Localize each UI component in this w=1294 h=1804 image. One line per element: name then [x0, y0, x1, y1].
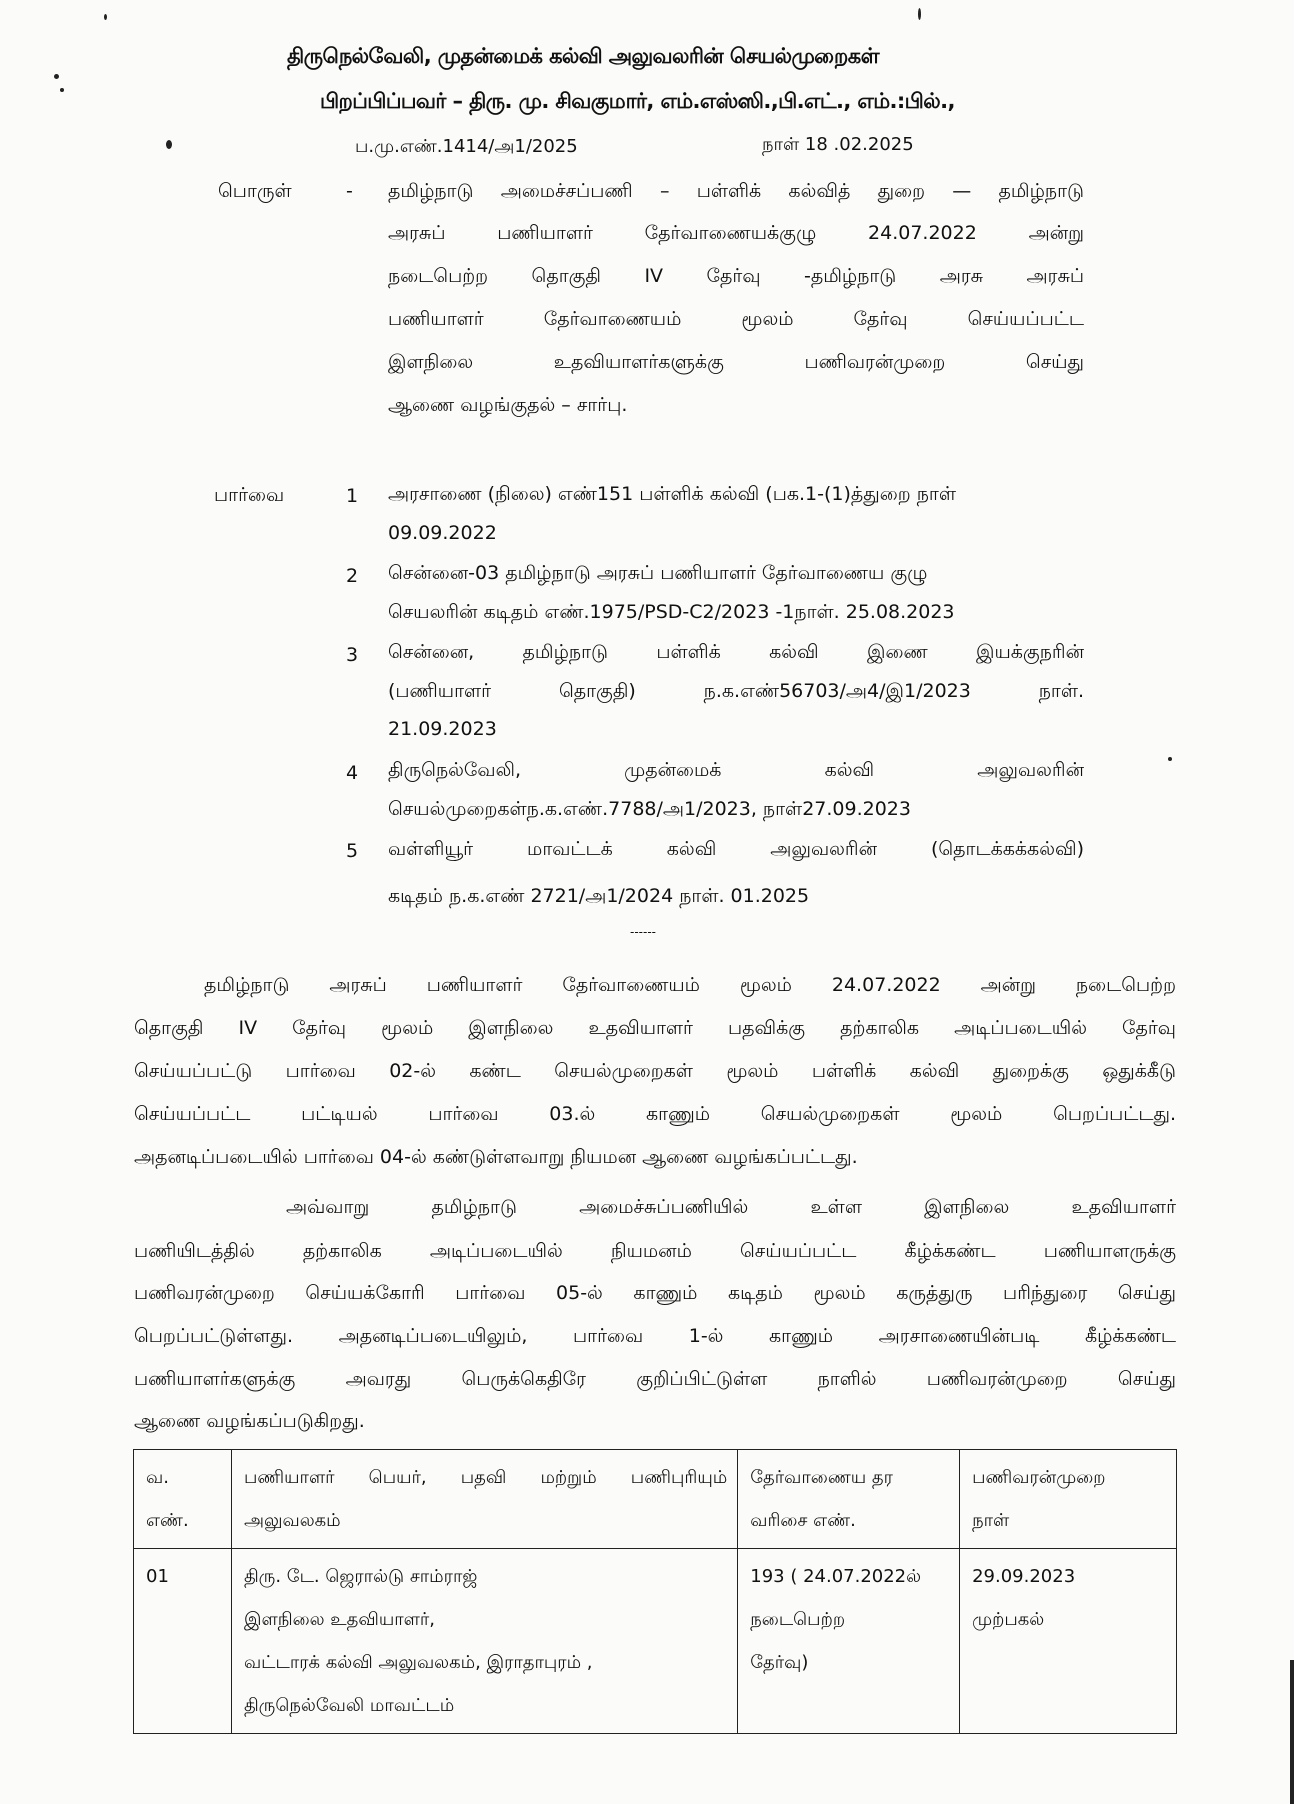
reference-3-line: (பணியாளர் தொகுதி) ந.க.எண்56703/அ4/இ1/2023 நாள்.	[388, 680, 1084, 702]
paragraph-2-line: பணியாளர்களுக்கு அவரது பெருக்கெதிரே குறிப்பிட்டுள்ள நாளில் பணிவரன்முறை செய்து	[134, 1368, 1176, 1390]
rank-text: நடைபெற்ற	[750, 1609, 846, 1630]
rank-text: தேர்வு)	[750, 1652, 809, 1673]
employee-name: திரு. டே. ஜெரால்டு சாம்ராஜ்	[243, 1566, 478, 1587]
scan-speck	[104, 14, 107, 20]
cell-serial	[134, 1549, 232, 1734]
serial-number: 01	[146, 1566, 169, 1587]
scan-speck	[918, 8, 921, 20]
subject-line: அரசுப் பணியாளர் தேர்வாணையக்குழு 24.07.2022 அன்று	[388, 222, 1084, 244]
paragraph-1-line: தொகுதி IV தேர்வு மூலம் இளநிலை உதவியாளர் பதவிக்கு தற்காலிக அடிப்படையில் தேர்வு	[134, 1017, 1176, 1039]
subject-line-last: ஆணை வழங்குதல் – சார்பு.	[388, 394, 628, 416]
header-text: பணியாளர் பெயர், பதவி மற்றும் பணிபுரியும்	[243, 1467, 728, 1488]
regularization-session: முற்பகல்	[972, 1609, 1045, 1630]
header-text: பணிவரன்முறை	[972, 1467, 1106, 1488]
subject-line: தமிழ்நாடு அமைச்சப்பணி – பள்ளிக் கல்வித் துறை — தமிழ்நாடு	[388, 180, 1084, 202]
cell-employee-details	[231, 1549, 737, 1734]
header-text: வரிசை எண்.	[750, 1510, 856, 1531]
subject-line: நடைபெற்ற தொகுதி IV தேர்வு -தமிழ்நாடு அரசு அரசுப்	[388, 265, 1084, 287]
reference-3-line: சென்னை, தமிழ்நாடு பள்ளிக் கல்வி இணை இயக்குநரின்	[388, 641, 1084, 663]
reference-2-line: செயலரின் கடிதம் எண்.1975/PSD-C2/2023 -1நாள். 25.08.2023	[388, 601, 955, 623]
subject-line: பணியாளர் தேர்வாணையம் மூலம் தேர்வு செய்யப்பட்ட	[388, 308, 1084, 330]
paragraph-2-line: பெறப்பட்டுள்ளது. அதனடிப்படையிலும், பார்வை 1-ல் காணும் அரசாணையின்படி கீழ்க்கண்ட	[134, 1325, 1176, 1347]
rank-text: 193 ( 24.07.2022ல்	[750, 1566, 922, 1587]
reference-5-line: கடிதம் ந.க.எண் 2721/அ1/2024 நாள். 01.2025	[388, 885, 810, 907]
header-employee-details	[231, 1450, 737, 1549]
paragraph-2-line: அவ்வாறு தமிழ்நாடு அமைச்சுப்பணியில் உள்ள இளநிலை உதவியாளர்	[286, 1196, 1176, 1218]
reference-4-line: செயல்முறைகள்ந.க.எண்.7788/அ1/2023, நாள்27.09.2023	[388, 798, 911, 820]
paragraph-1-line: செய்யப்பட்ட பட்டியல் பார்வை 03.ல் காணும் செயல்முறைகள் மூலம் பெறப்பட்டது.	[134, 1103, 1176, 1125]
subject-separator: -	[346, 180, 353, 202]
scan-speck	[166, 140, 172, 149]
subject-label: பொருள்	[218, 180, 292, 202]
reference-1-line: 09.09.2022	[388, 522, 497, 544]
employee-office: வட்டாரக் கல்வி அலுவலகம், இராதாபுரம் ,	[243, 1652, 593, 1673]
presenter-line: பிறப்பிப்பவர் – திரு. மு. சிவகுமார், எம்.எஸ்ஸி.,பி.எட்., எம்.:பில்.,	[320, 89, 955, 113]
reference-number: ப.மு.எண்.1414/அ1/2025	[355, 136, 578, 157]
regularization-date: 29.09.2023	[972, 1566, 1076, 1587]
section-divider: ------	[630, 925, 656, 939]
header-rank	[738, 1450, 960, 1549]
reference-number-4: 4	[346, 762, 359, 784]
reference-number-1: 1	[346, 485, 359, 507]
employee-district: திருநெல்வேலி மாவட்டம்	[243, 1695, 455, 1716]
reference-4-line: திருநெல்வேலி, முதன்மைக் கல்வி அலுவலரின்	[388, 759, 1084, 781]
regularization-table	[133, 1449, 1177, 1734]
reference-3-line: 21.09.2023	[388, 718, 497, 740]
header-regularization-date	[960, 1450, 1177, 1549]
header-serial	[134, 1450, 232, 1549]
document-date: நாள் 18 .02.2025	[762, 134, 914, 155]
office-title: திருநெல்வேலி, முதன்மைக் கல்வி அலுவலரின் செயல்முறைகள்	[287, 44, 879, 68]
paragraph-2-last: ஆணை வழங்கப்படுகிறது.	[134, 1410, 365, 1432]
scan-speck	[54, 74, 59, 79]
header-text: வ.	[146, 1467, 169, 1488]
table-header-row	[134, 1450, 1177, 1549]
header-text: தேர்வாணைய தர	[750, 1467, 893, 1488]
cell-rank	[738, 1549, 960, 1734]
references-label: பார்வை	[214, 484, 285, 506]
reference-number-2: 2	[346, 565, 359, 587]
reference-5-line: வள்ளியூர் மாவட்டக் கல்வி அலுவலரின் (தொடக்கக்கல்வி)	[388, 838, 1084, 860]
employee-designation: இளநிலை உதவியாளர்,	[243, 1609, 436, 1630]
scan-edge	[1290, 1660, 1294, 1804]
reference-1-line: அரசாணை (நிலை) எண்151 பள்ளிக் கல்வி (பக.1-(1)த்துறை நாள்	[388, 483, 956, 505]
reference-number-3: 3	[346, 644, 359, 666]
subject-line: இளநிலை உதவியாளர்களுக்கு பணிவரன்முறை செய்து	[388, 351, 1084, 373]
table-row	[134, 1549, 1177, 1734]
reference-2-line: சென்னை-03 தமிழ்நாடு அரசுப் பணியாளர் தேர்வாணைய குழு	[388, 562, 928, 584]
scan-speck	[60, 88, 64, 92]
cell-regularization-date	[960, 1549, 1177, 1734]
paragraph-1-line: செய்யப்பட்டு பார்வை 02-ல் கண்ட செயல்முறைகள் மூலம் பள்ளிக் கல்வி துறைக்கு ஒதுக்கீடு	[134, 1060, 1176, 1082]
paragraph-2-line: பணியிடத்தில் தற்காலிக அடிப்படையில் நியமனம் செய்யப்பட்ட கீழ்க்கண்ட பணியாளருக்கு	[134, 1240, 1176, 1262]
header-text: நாள்	[972, 1510, 1010, 1531]
paragraph-2-line: பணிவரன்முறை செய்யக்கோரி பார்வை 05-ல் காணும் கடிதம் மூலம் கருத்துரு பரிந்துரை செய்து	[134, 1282, 1176, 1304]
paragraph-1-last: அதனடிப்படையில் பார்வை 04-ல் கண்டுள்ளவாறு நியமன ஆணை வழங்கப்பட்டது.	[134, 1146, 858, 1168]
reference-number-5: 5	[346, 840, 359, 862]
paragraph-1-line: தமிழ்நாடு அரசுப் பணியாளர் தேர்வாணையம் மூலம் 24.07.2022 அன்று நடைபெற்ற	[204, 974, 1176, 996]
header-text: எண்.	[146, 1510, 189, 1531]
header-text: அலுவலகம்	[243, 1510, 341, 1531]
scan-speck	[1168, 757, 1172, 761]
